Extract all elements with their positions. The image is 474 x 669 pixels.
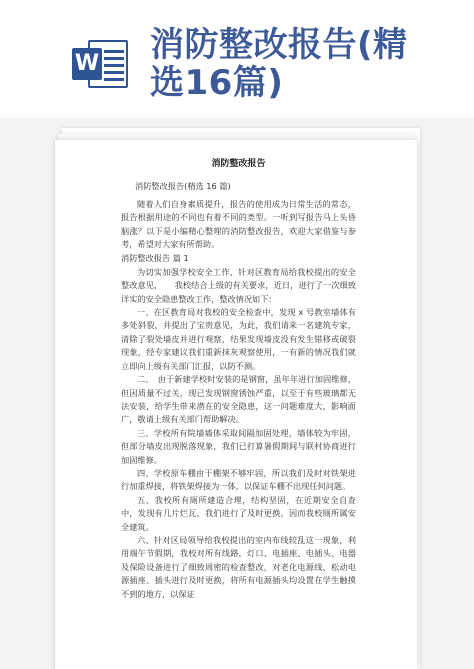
document-page [55, 140, 417, 669]
body-paragraph: 六、针对区局领导给我校提出的室内布线较乱这一现象，利用端午节假期，我校对所有线路，灯口、电插座、电插头、电器及保险设备进行了细致周密的检查整改，对老化电源线、松动电源插座、插头进行及时更换，将所有电源插头均设置在学生触摸不到的地方，以保证 [121, 534, 356, 599]
word-letter: W [72, 48, 102, 80]
intro-paragraph: 随着人们自身素质提升，报告的使用成为日常生活的常态，报告根据用途的不同也有着不同的类型。一听到写报告马上头昏脑涨？以下是小编精心整理的消防整改报告，欢迎大家借鉴与参考，希望对大家有所帮助。 [121, 198, 356, 250]
body-paragraph: 一、在区教育局对我校的安全检查中，发现 x 号教室墙体有多处斜裂，并提出了宝贵意见，为此，我们请来一名建筑专家，清除了裂处墙皮并进行观察，结果发现墙皮没有发生错移或破裂现象，经专家建议我们重新抹灰观察使用，一有新的情况我们就立即向上级有关部门汇报，以防不测。 [121, 307, 356, 371]
body-paragraph: 三、学校所有院墙墙体采取间隔加固处理，墙体较为牢固，但部分墙皮出现脱落现象，我们已打算暑假期间与联村协商进行加固维修。 [121, 427, 356, 465]
word-document-icon [72, 36, 130, 92]
body-paragraph: 五、我校所有厕所建造合理，结构坚固，在近期安全自查中，发现有几片烂瓦，我们进行了及时更换，因而我校厕所属安全建筑。 [121, 494, 356, 532]
body-paragraph: 为切实加强学校安全工作，针对区教育局给我校提出的安全整改意见， 我校结合上级的有关要求，近日，进行了一次细致详实的安全隐患整改工作，整改情况如下： [121, 266, 356, 304]
document-title: 消防整改报告 [211, 159, 266, 169]
body-paragraph: 四、学校原车棚由于棚架不够牢固，所以我们及时对铁架进行加重焊接，将铁架焊接为一体，以保证车棚不出现任何问题。 [121, 467, 356, 492]
document-subtitle: 消防整改报告(精选 16 篇) [135, 181, 231, 192]
section-heading: 消防整改报告 篇 1 [121, 253, 189, 264]
page-title [150, 26, 450, 102]
body-paragraph: 二、 由于新建学校时安装的是钢窗，虽年年进行加固维修，但因质量不过关，现已发现钢窗锈蚀严重，以至于有些玻璃都无法安装，给学生带来潜在的安全隐患，这一问题难度大，影响面广，敬请上级有关部门帮助解决。 [121, 374, 356, 425]
page-title-line1: 消防整改报告(精 [150, 25, 408, 65]
document-body [121, 158, 356, 601]
page-title-line2: 选16篇) [150, 63, 284, 103]
